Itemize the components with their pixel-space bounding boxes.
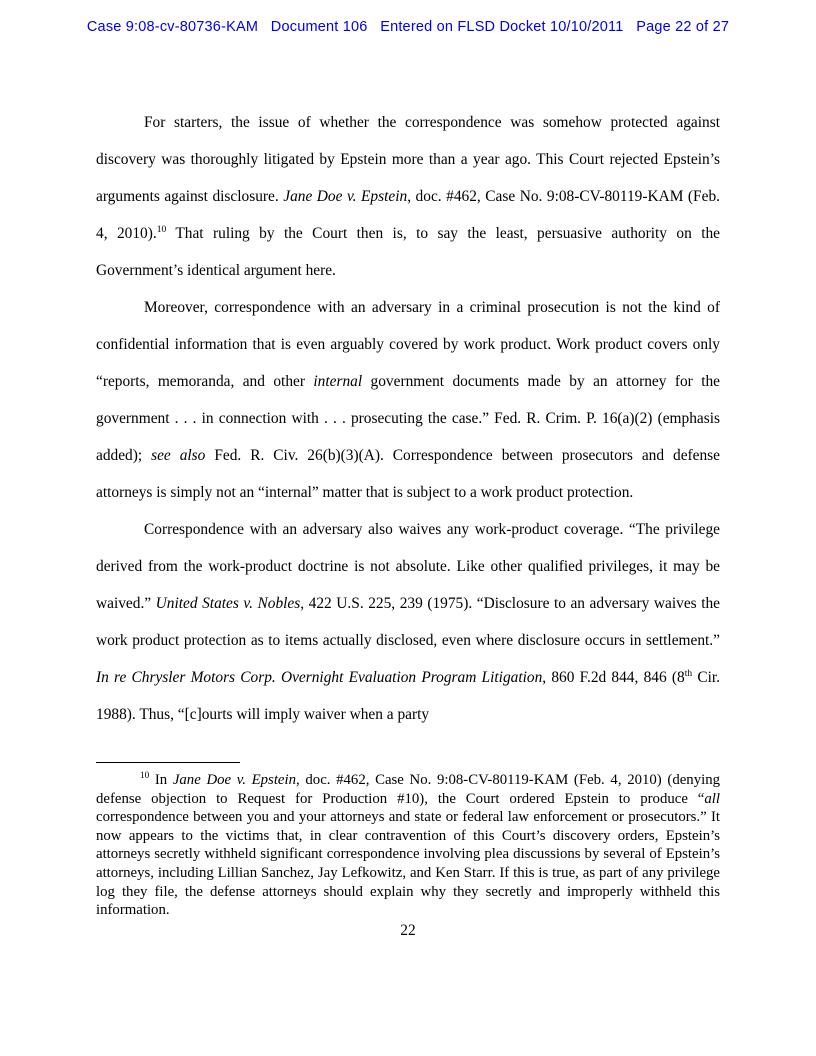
- footnote-text: $^{10}$ In Jane Doe v. Epstein, doc. #462, Case No. 9:08-CV-80119-KAM (Feb. 4, 2010) (denying defense objection to Request for Production #10), the Court ordered Epstein to produce “all correspondence between you and your attorneys and state or federal law enforcement or prosecutors.” It now appears to the victims that, in clear contravention of this Court’s discovery orders, Epstein’s attorneys secretly withheld significant correspondence involving plea discussions by several of Epstein’s attorneys, including Lillian Sanchez, Jay Lefkowitz, and Ken Starr. If this is true, as part of any privilege log they file, the defense attorneys should explain why they secretly and improperly withheld this information.: [96, 770, 720, 919]
- footnote-section: [96, 762, 720, 920]
- body-paragraph-1: For starters, the issue of whether the correspondence was somehow protected against discovery was thoroughly litigated by Epstein more than a year ago. This Court rejected Epstein’s arguments against disclosure. Jane Doe v. Epstein, doc. #462, Case No. 9:08-CV-80119-KAM (Feb. 4, 2010).$^{10}$ That ruling by the Court then is, to say the least, persuasive authority on the Government’s identical argument here.: [96, 114, 720, 279]
- document-body: [96, 104, 720, 733]
- page-number: 22: [400, 922, 416, 939]
- body-paragraph-3: Correspondence with an adversary also waives any work-product coverage. “The privilege derived from the work-product doctrine is not absolute. Like other qualified privileges, it may be waived.” United States v. Nobles, 422 U.S. 225, 239 (1975). “Disclosure to an adversary waives the work product protection as to items actually disclosed, even where disclosure occurs in settlement.” In re Chrysler Motors Corp. Overnight Evaluation Program Litigation, 860 F.2d 844, 846 (8th Cir. 1988). Thus, “[c]ourts will imply waiver when a party: [96, 521, 721, 723]
- case-header: Case 9:08-cv-80736-KAM Document 106 Entered on FLSD Docket 10/10/2011 Page 22 of 27: [86, 19, 730, 35]
- footnote-separator: [96, 762, 240, 763]
- body-paragraph-2: Moreover, correspondence with an adversary in a criminal prosecution is not the kind of confidential information that is even arguably covered by work product. Work product covers only “reports, memoranda, and other internal government documents made by an attorney for the government . . . in connection with . . . prosecuting the case.” Fed. R. Crim. P. 16(a)(2) (emphasis added); see also Fed. R. Civ. 26(b)(3)(A). Correspondence between prosecutors and defense attorneys is simply not an “internal” matter that is subject to a work product protection.: [96, 299, 721, 501]
